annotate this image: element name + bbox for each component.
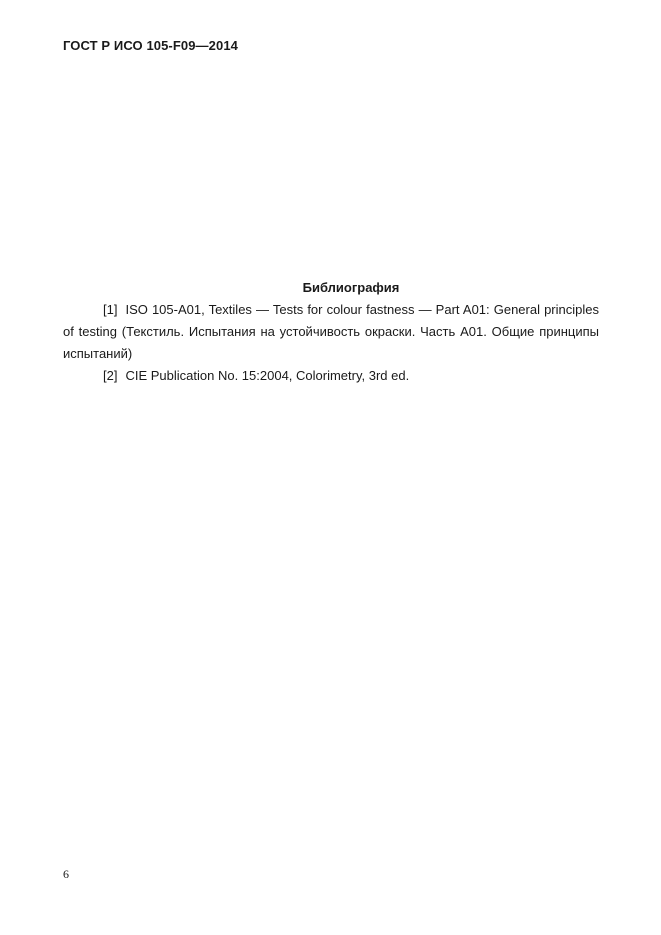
bibliography-list xyxy=(63,299,599,387)
bibliography-entry-2 xyxy=(63,365,599,387)
bibliography-entry-text: CIE Publication No. 15:2004, Colorimetry, 3rd ed. xyxy=(125,368,410,383)
bibliography-entry-1 xyxy=(63,299,599,365)
bibliography-title: Библиография xyxy=(302,280,400,295)
bibliography-entry-text: ISO 105-A01, Textiles — Tests for colour fastness — Part A01: General principles of testing (Текстиль. Испытания на устойчивость окраски. Часть A01. Общие принципы испытаний) xyxy=(63,302,599,361)
bibliography-entry-number: [2] xyxy=(103,368,118,383)
document-header-id: ГОСТ Р ИСО 105-F09—2014 xyxy=(63,38,238,53)
bibliography-entry-number: [1] xyxy=(103,302,118,317)
page-number: 6 xyxy=(63,867,69,881)
